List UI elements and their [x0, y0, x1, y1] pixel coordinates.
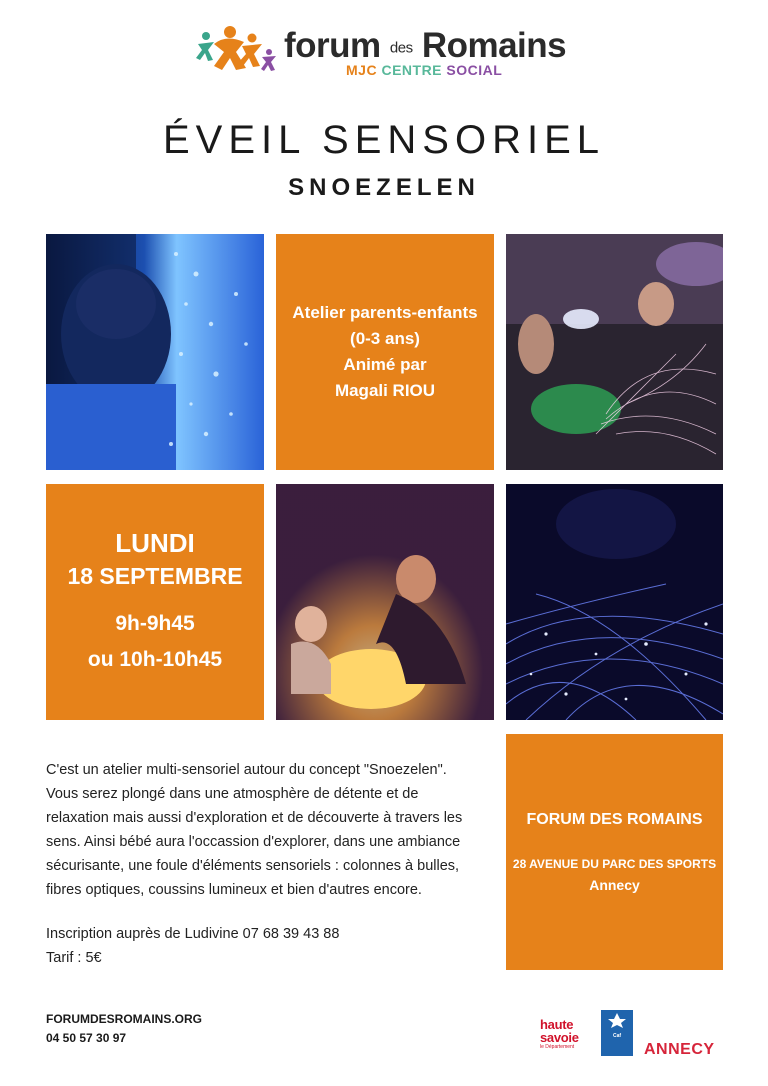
logo-romains-text: Romains — [421, 26, 567, 65]
schedule-tile — [46, 484, 264, 720]
time-slot-2: ou 10h-10h45 — [87, 648, 223, 671]
description-line: sécurisante, une foule d'éléments sensoriels : colonnes à bulles, — [46, 858, 460, 874]
atelier-animated-by: Animé par — [343, 355, 427, 374]
registration-contact: Inscription auprès de Ludivine 07 68 39 43 88 — [46, 926, 340, 942]
haute-savoie-logo — [540, 1018, 592, 1058]
page-subtitle: SNOEZELEN — [288, 174, 480, 201]
people-logo-icon — [196, 24, 278, 76]
description-line: Vous serez plongé dans une atmosphère de détente et de — [46, 786, 419, 802]
atelier-age: (0-3 ans) — [350, 329, 420, 348]
venue-tile — [506, 734, 723, 970]
caf-emblem-icon — [601, 1010, 633, 1030]
registration-info — [46, 922, 486, 970]
description-line: C'est un atelier multi-sensoriel autour du concept "Snoezelen". — [46, 762, 447, 778]
description-line: fibres optiques, coussins lumineux et bien d'autres encore. — [46, 882, 422, 898]
time-slot-1: 9h-9h45 — [115, 612, 195, 635]
fiber-optics-photo — [506, 484, 723, 720]
venue-city: Annecy — [589, 877, 640, 893]
atelier-info-tile — [276, 234, 494, 470]
atelier-type: Atelier parents-enfants — [292, 303, 478, 322]
logo-sub-mjc: MJC — [346, 62, 378, 78]
hs-line-2: savoie — [540, 1030, 579, 1045]
caf-text: Caf — [612, 1033, 622, 1039]
footer-contact — [46, 1010, 202, 1048]
annecy-logo: ANNECY — [644, 1041, 715, 1058]
venue-address: 28 AVENUE DU PARC DES SPORTS — [512, 857, 717, 871]
logo-forum-text: forum — [284, 26, 381, 65]
sensory-room-photo — [506, 234, 723, 470]
description-line: relaxation mais aussi d'exploration et de découverte à travers les — [46, 810, 463, 826]
hs-sub: le Département — [540, 1044, 575, 1050]
page-title: ÉVEIL SENSORIEL — [163, 118, 605, 162]
price: Tarif : 5€ — [46, 950, 102, 966]
light-cushion-photo — [276, 484, 494, 720]
phone-number: 04 50 57 30 97 — [46, 1031, 127, 1045]
logo-des-text: des — [389, 39, 413, 57]
description-line: sens. Ainsi bébé aura l'occassion d'explorer, dans une ambiance — [46, 834, 461, 850]
event-day: LUNDI — [115, 528, 195, 558]
website-link[interactable]: FORUMDESROMAINS.ORG — [46, 1012, 202, 1026]
event-date: 18 SEPTEMBRE — [67, 563, 243, 589]
venue-name: FORUM DES ROMAINS — [526, 811, 703, 828]
logo-subtitle — [346, 62, 502, 78]
logo-wordmark — [284, 26, 566, 66]
bubble-column-photo — [46, 234, 264, 470]
logo-sub-centre: CENTRE — [381, 62, 443, 78]
atelier-host: Magali RIOU — [334, 381, 436, 400]
hs-line-1: haute — [540, 1017, 574, 1032]
forum-des-romains-logo — [196, 24, 576, 84]
caf-logo — [601, 1010, 633, 1056]
event-description — [46, 758, 506, 902]
logo-sub-social: SOCIAL — [446, 62, 503, 78]
